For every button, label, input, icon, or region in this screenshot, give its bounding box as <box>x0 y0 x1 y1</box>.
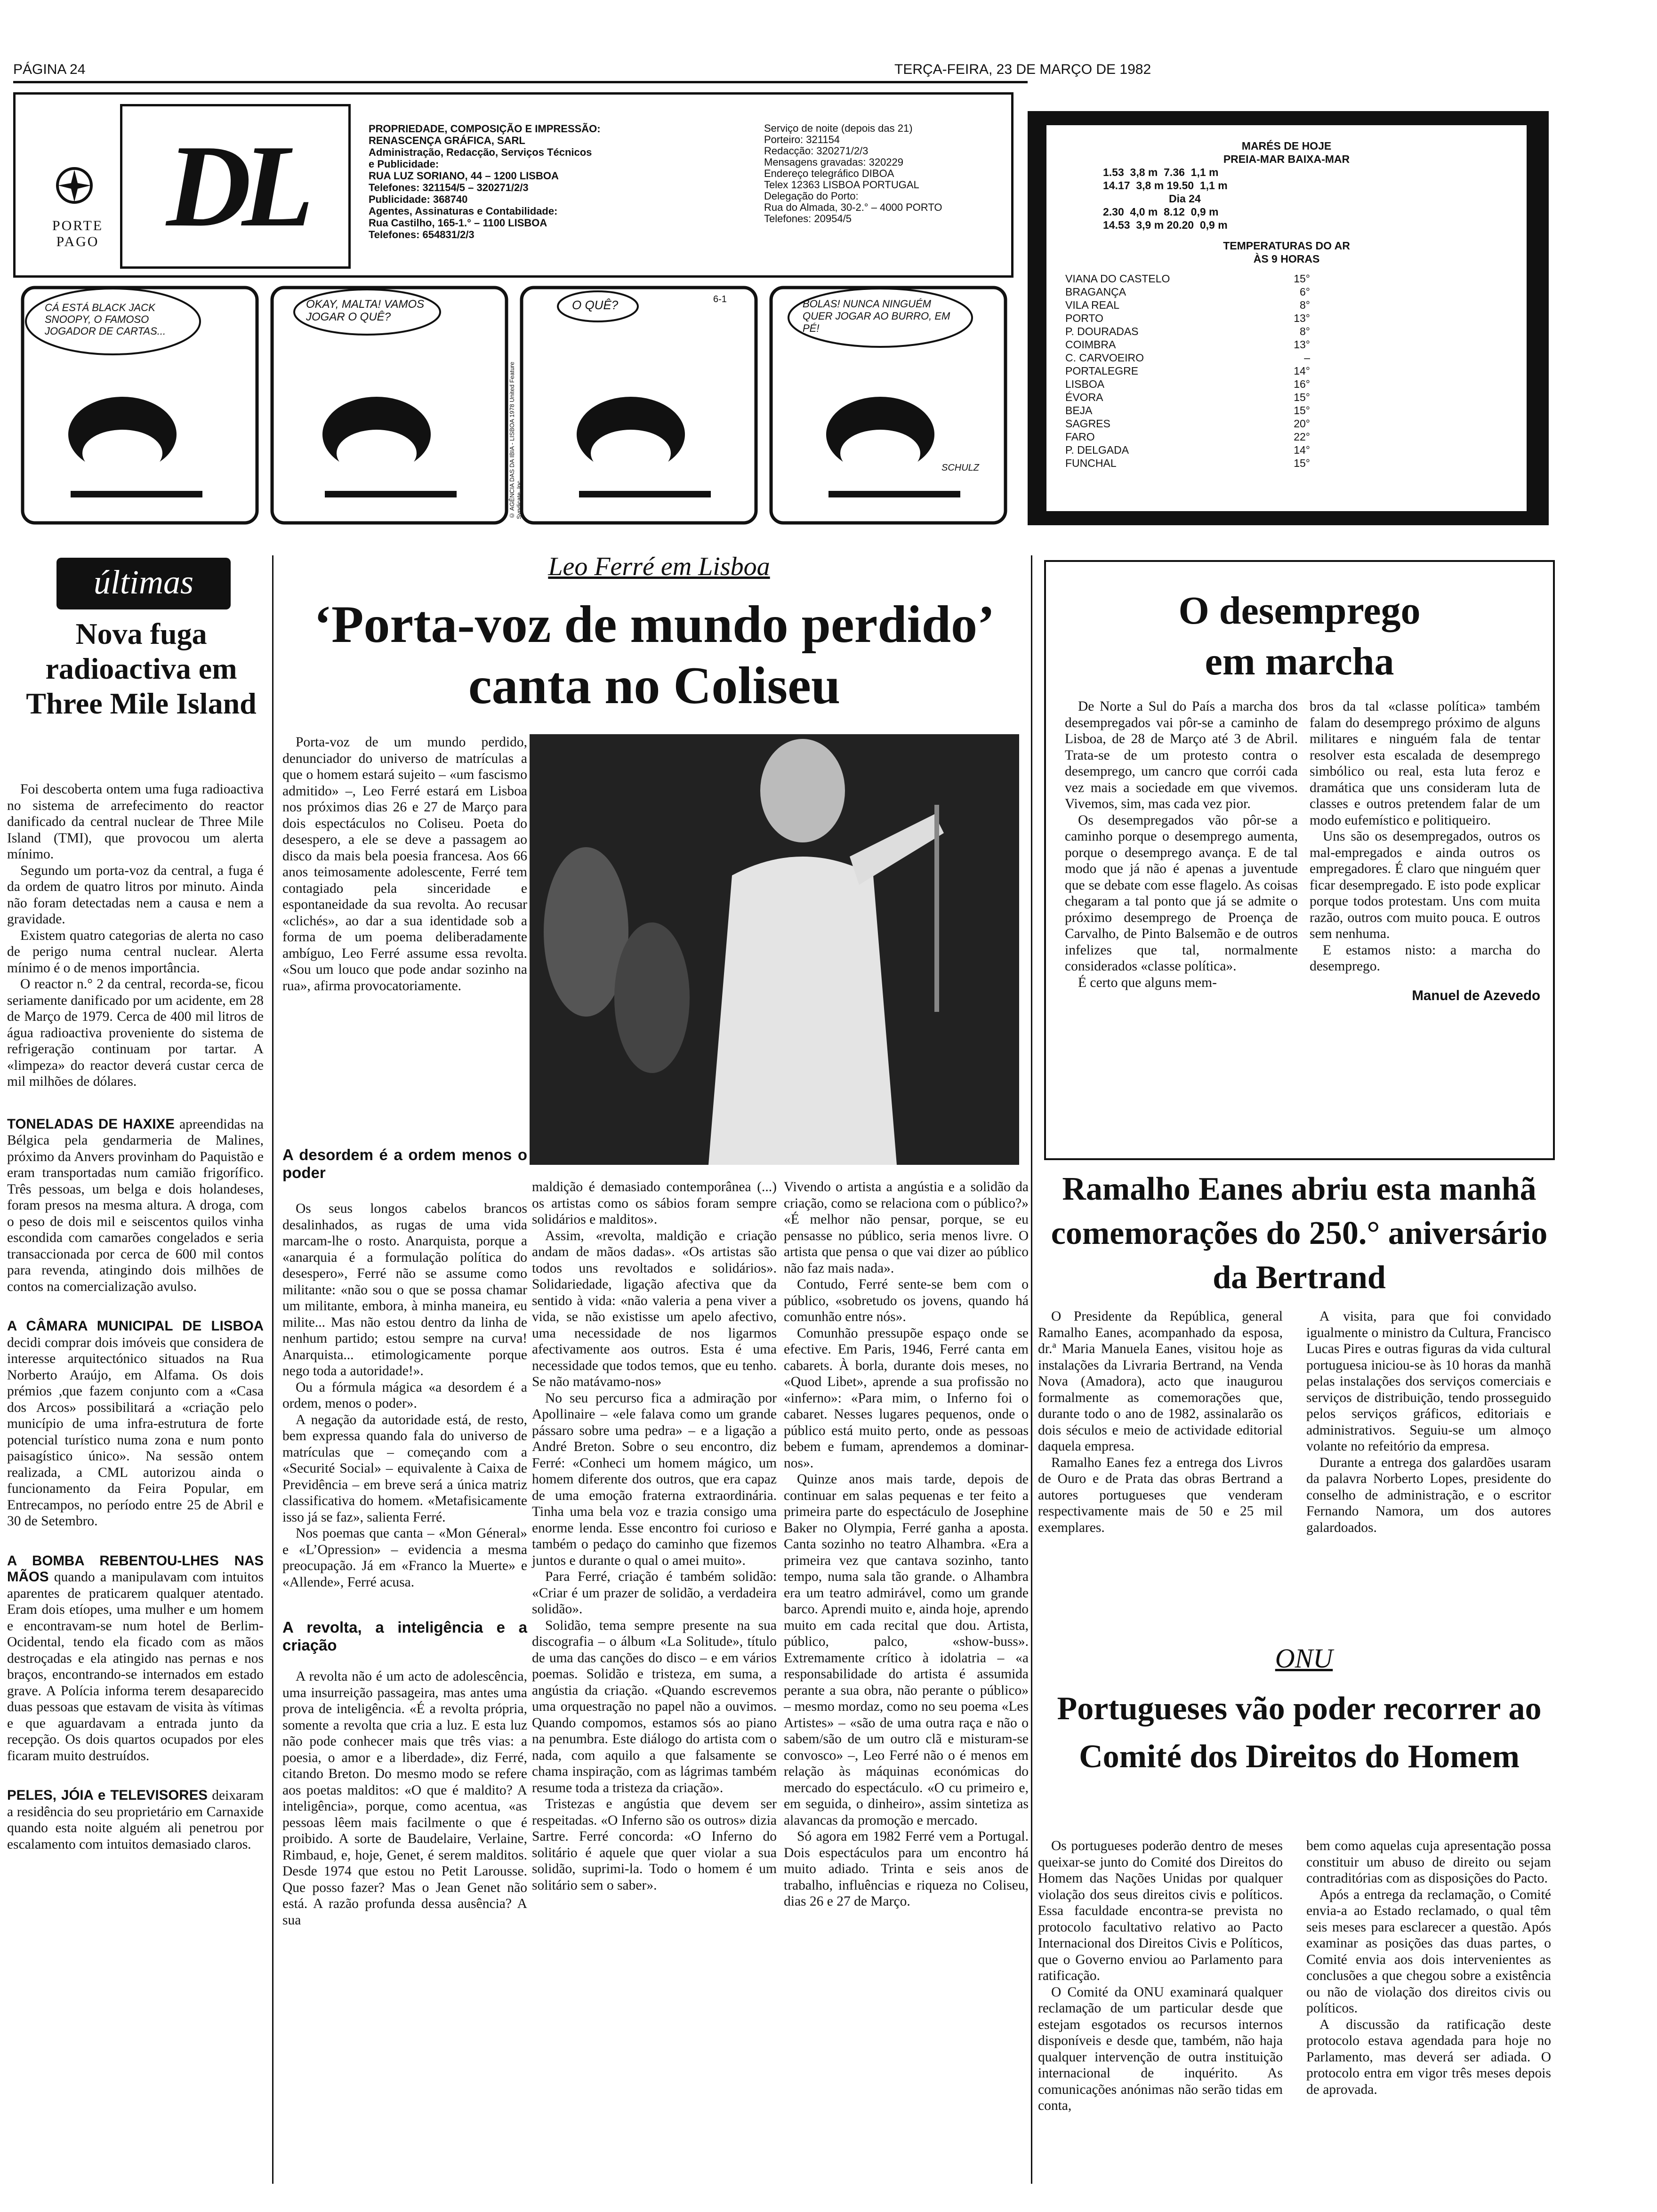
temps-title: TEMPERATURAS DO AR ÀS 9 HORAS <box>1223 240 1350 265</box>
ferre-headline: ‘Porta-voz de mundo perdido’ canta no Coliseu <box>314 595 995 715</box>
temp-value: 15° <box>1294 404 1310 417</box>
ferre-paragraph: maldição é demasiado contemporânea (...) os artistas como os sábios foram sempre solidários e malditos». <box>532 1179 777 1227</box>
onu-paragraph: bem como aquelas cuja apresentação possa constituir um abuso de direito ou sejam contraditórias com as disposições do Pacto. <box>1306 1838 1551 1886</box>
temp-city: FARO <box>1065 431 1095 443</box>
onu-kicker: ONU <box>1275 1643 1333 1674</box>
ferre-paragraph: A revolta não é um acto de adolescência, uma insurreição passageira, mas antes uma prova de inteligência. «É a revolta própria, somente a revolta que cria a luz. E esta luz não pode conhecer mais que três vias: a poesia, o amor e a liberdade», diz Ferré, citando Breton. Do mesmo modo se refere aos poetas malditos: «O que é maldito? A inteligência», porque, como acentua, «as pessoas lêem mais facilmente o que é proibido. A sorte de Baudelaire, Verlaine, Rimbaud, e, hoje, Genet, é serem malditos. Desde 1974 que estou no Petit Larousse. Que posso fazer? Mas o Jean Genet não está. A razão profunda dessa ausência? A sua <box>282 1669 527 1928</box>
temp-row <box>1065 417 1310 430</box>
dl-logo: DL <box>166 121 305 251</box>
onu-paragraph: A discussão da ratificação deste protocolo estava agendada para hoje no Parlamento, mas deverá ser adiada. O protocolo entra em vigor três meses depois de aprovada. <box>1306 2017 1551 2097</box>
ferre-paragraph: Solidão, tema sempre presente na sua discografia – o álbum «La Solitude», título de uma das canções do disco – e em vários poemas. Solidão e tristeza, em suma, a angústia da criação. «Quando escrevemos uma orquestração no papel não a ouvimos. Quando compomos, estamos sós ao piano na penumbra. Este diálogo do artista com o nada, com aquilo a que falsamente se chama inspiração, com as lágrimas também resume toda a tristeza da criação». <box>532 1618 777 1795</box>
tide-row: 14.53 3,9 m 20.20 0,9 m <box>1103 219 1228 231</box>
ferre-paragraph: Quinze anos mais tarde, depois de continuar em salas pequenas e ter feito a primeira parte do espectáculo de Josephine Baker no Olympia, Ferré ganha a aposta. Canta sozinho no teatro Alhambra. «Era a primeira vez que cantava sozinho, tanto tempo, numa sala tão grande. o Alhambra era um teatro admirável, como um grande barco. Aprendi muito e, ainda hoje, aprendo muito em cada recital que dou. Artista, público, palco, «show-buss». Extremamente crítico à idolatria – «a responsabilidade do artista é assumida perante a sua obra, não perante o público» – mesmo mordaz, como no seu poema «Les Artistes» – «são de uma outra raça e não o sabem/são de um outro clã e misturam-se convosco» –, Leo Ferré não o é menos em relação às máquinas económicas do mercado do espectáculo. «O cu primeiro e, em seguida, o dinheiro», assim sintetiza as alavancas da promoção e mercado. <box>784 1472 1029 1828</box>
bertrand-paragraph: A visita, para que foi convidado igualmente o ministro da Cultura, Francisco Lucas Pires e outras figuras da vida cultural portuguesa iniciou-se às 10 horas da manhã pelas instalações dos serviços comerciais e serviços de distribuição, tendo prosseguido pelos serviços gráficos, editoriais e administrativos. Seguiu-se um almoço volante no refeitório da empresa. <box>1306 1309 1551 1454</box>
column-rule <box>272 555 273 2184</box>
desemprego-column-1 <box>1065 698 1298 1131</box>
comic-balloon-1: CÁ ESTÁ BLACK JACK SNOOPY, O FAMOSO JOGADOR DE CARTAS... <box>45 302 166 337</box>
tide-day: Dia 24 <box>1169 192 1201 205</box>
temp-row <box>1065 391 1310 404</box>
weather-panel <box>1028 111 1549 525</box>
temp-city: COIMBRA <box>1065 338 1116 351</box>
temp-value: 6° <box>1300 286 1310 298</box>
temp-city: P. DELGADA <box>1065 444 1129 456</box>
ultimas-headline: Nova fuga radioactiva em Three Mile Island <box>26 617 257 720</box>
brief-lead: TONELADAS DE HAXIXE <box>7 1116 175 1132</box>
ferre-subhead: A desordem é a ordem menos o poder <box>282 1146 527 1181</box>
temp-value: 22° <box>1294 431 1310 443</box>
ferre-photo <box>530 734 1019 1165</box>
ferre-subhead: A revolta, a inteligência e a criação <box>282 1619 527 1654</box>
page-date: TERÇA-FEIRA, 23 DE MARÇO DE 1982 <box>894 62 1151 77</box>
ferre-paragraph: Assim, «revolta, maldição e criação andam de mãos dadas». «Os artistas são todos uns revoltados e solidários». Solidariedade, ligação afectiva que da sentido à vida: «não valeria a pena viver a vida, se não existisse um apelo afectivo, uma necessidade de nos ligarmos afectivamente aos outros. Esta é uma necessidade que todos temos, que eu tenho. Se não matávamo-nos» <box>532 1228 777 1389</box>
bertrand-paragraph: Ramalho Eanes fez a entrega dos Livros de Ouro e de Prata das obras Bertrand a autores portugueses que venderam respectivamente mais de 50 e 25 mil exemplares. <box>1038 1455 1283 1535</box>
ultimas-paragraph: Segundo um porta-voz da central, a fuga é da ordem de quatro litros por minuto. Ainda não foram detectadas nem a causa e nem a gravidade. <box>7 863 264 927</box>
temp-value: 15° <box>1294 391 1310 403</box>
desemprego-box <box>1044 560 1555 1160</box>
temp-city: LISBOA <box>1065 378 1105 390</box>
ferre-paragraph: Só agora em 1982 Ferré vem a Portugal. Dois espectáculos para um encontro há muito adiado. Trinta e seis anos de trabalho, influências e riqueza no Coliseu, dias 26 e 27 de Março. <box>784 1829 1029 1909</box>
ultimas-banner <box>56 558 231 609</box>
temp-city: ÉVORA <box>1065 391 1103 403</box>
temp-row <box>1065 443 1310 457</box>
brief-lead: A BOMBA REBENTOU-LHES NAS MÃOS <box>7 1553 264 1585</box>
page-number: PÁGINA 24 <box>13 62 86 77</box>
temp-value: 15° <box>1294 272 1310 285</box>
temp-row <box>1065 457 1310 470</box>
temp-value: 8° <box>1300 325 1310 337</box>
tides-title: MARÉS DE HOJE <box>1241 140 1332 152</box>
onu-column-1 <box>1038 1838 1283 2186</box>
temp-value: 14° <box>1294 365 1310 377</box>
comic-signature: SCHULZ <box>941 463 980 473</box>
temp-row <box>1065 312 1310 325</box>
temp-value: 8° <box>1300 299 1310 311</box>
temp-city: C. CARVOEIRO <box>1065 352 1144 364</box>
ferre-paragraph: Comunhão pressupõe espaço onde se efective. Em Paris, 1946, Ferré canta em cabarets. À borla, durante dois meses, no «Quod Libet», aprende a sua profissão no «inferno»: «Para mim, o Inferno foi o cabaret. Nesses lugares pequenos, onde o público está muito perto, onde as pessoas bebem e fumam, aprendemos a dominar-nos». <box>784 1325 1029 1471</box>
temp-value: 13° <box>1294 312 1310 324</box>
desemprego-paragraph: De Norte a Sul do País a marcha dos desempregados vai pôr-se a caminho de Lisboa, de 28 de Março até 3 de Abril. Trata-se de um protesto contra o desemprego, um cancro que corrói cada vez mais a sociedade em que vivemos. Vivemos, sim, mas cada vez pior. <box>1065 699 1298 811</box>
temp-row <box>1065 377 1310 391</box>
ferre-paragraph: Porta-voz de um mundo perdido, denunciador do universo de matrículas a que o homem estará sujeito – «um fascismo admitido» –, Leo Ferré estará em Lisboa nos próximos dias 26 e 27 de Março para dois espectáculos no Coliseu. Poeta do desespero, a ele se deve a passagem ao disco da mais bela poesia francesa. Aos 66 anos teimosamente adolescente, Ferré tem contagiado pela sinceridade e espontaneidade da sua revolta. Ao recusar «clichés», ao dar a sua identidade sob a forma de um poema deliberadamente ambíguo, Leo Ferré assume essa revolta. «Sou um louco que pode andar sozinho na rua», afirma provocatoriamente. <box>282 735 527 994</box>
tide-row: 14.17 3,8 m 19.50 1,1 m <box>1103 179 1228 192</box>
service-info: Serviço de noite (depois das 21) Porteiro: 321154 Redacção: 320271/2/3 Mensagens gravadas: 320229 Endereço telegráfico DIBOA Telex 12363 LISBOA PORTUGAL Delegação do Porto: Rua do Almada, 30-2.° – 4000 PORTO Telefones: 20954/5 <box>764 122 942 224</box>
tide-row: 1.53 3,8 m 7.36 1,1 m <box>1103 166 1219 178</box>
ferre-paragraph: Vivendo o artista a angústia e a solidão da criação, como se relaciona com o público?» «É melhor não pensar, porque, se eu pensasse no público, seria menos livre. O artista que pensa o que vai dizer ao público não faz mais nada». <box>784 1179 1029 1276</box>
desemprego-paragraph: É certo que alguns mem- <box>1078 975 1217 990</box>
ultimas-paragraph: Foi descoberta ontem uma fuga radioactiva no sistema de arrefecimento do reactor danificado da central nuclear de Three Mile Island (TMI), que provocou um alerta mínimo. <box>7 782 264 862</box>
temp-value: 13° <box>1294 338 1310 351</box>
temp-row <box>1065 325 1310 338</box>
ferre-paragraph: Para Ferré, criação é também solidão: «Criar é um prazer de solidão, a verdadeira solidão». <box>532 1569 777 1617</box>
tide-row: 2.30 4,0 m 8.12 0,9 m <box>1103 206 1219 218</box>
temp-city: VILA REAL <box>1065 299 1120 311</box>
ultimas-paragraph: Existem quatro categorias de alerta no caso de perigo numa central nuclear. Alerta mínimo é o de menos importância. <box>7 928 264 976</box>
comic-balloon-2: OKAY, MALTA! VAMOS JOGAR O QUÊ? <box>306 298 425 323</box>
onu-paragraph: Após a entrega da reclamação, o Comité envia-a ao Estado reclamado, o qual têm seis meses para esclarecer a questão. Após examinar as posições das duas partes, o Comité envia aos dois intervenientes as conclusões a que chegou sobre a existência ou não de violação dos direitos civis ou políticos. <box>1306 1887 1551 2016</box>
comic-date-code: 6-1 <box>713 294 727 305</box>
ferre-paragraph: Ou a fórmula mágica «a desordem é a ordem, menos o poder». <box>282 1379 527 1411</box>
ferre-intro <box>282 734 527 1177</box>
comic-balloon-4: BOLAS! NUNCA NINGUÉM QUER JOGAR AO BURRO, EM PÉ! <box>803 298 950 334</box>
ultimas-label: últimas <box>93 563 194 601</box>
ferre-column-3 <box>784 1179 1029 2184</box>
temp-value: 14° <box>1294 444 1310 456</box>
brief-text: decidi comprar dois imóveis que considera de interesse arquitectónico situados na Rua Norberto Araújo, em Alfama. Os dois prémios ,que fazem conjunto com a «Casa dos Arcos» possibilitará a «criação pelo município de uma infra-estrutura de forte potencial turístico numa zona e num ponto paisagístico único». Na sessão ontem realizada, a CML autorizou ainda o funcionamento da Feira Popular, em Entrecampos, no período entre 25 de Abril e 30 de Setembro. <box>7 1335 264 1529</box>
comic-strip <box>19 284 1016 526</box>
temp-row <box>1065 298 1310 312</box>
temp-row <box>1065 404 1310 417</box>
temp-row <box>1065 364 1310 377</box>
comic-credit: © AGÊNCIA DAS DA IBIA - LISBOA 1978 United Feature Syndicate, Inc <box>508 361 523 519</box>
desemprego-column-2 <box>1310 698 1540 1131</box>
desemprego-paragraph: E estamos nisto: a marcha do desemprego. <box>1310 942 1540 974</box>
ferre-paragraph: Os seus longos cabelos brancos desalinhados, as rugas de uma vida marcam-lhe o rosto. Anarquista, porque a «anarquia é a formulação política do desespero», Ferré não se assume como militante: «não sou o que se possa chamar um militante, embora, à minha maneira, eu milite... Mas não estou dentro da linha de nenhum partido; estou sempre na curva! Anarquista... etimologicamente porque nego toda a autoridade!». <box>282 1201 527 1378</box>
ferre-paragraph: No seu percurso fica a admiração por Apollinaire – «ele falava como um grande pássaro sobre uma pedra» – e a ligação a André Breton. Sobre o seu encontro, diz Ferré: «Conheci um homem mágico, um homem diferente dos outros, que era capaz de uma emoção fraterna extraordinária. Tinha uma bela voz e trazia consigo uma enorme lenda. Esse encontro foi curioso e também o pedaço do caminho que fizemos juntos e durante o qual o amei muito». <box>532 1390 777 1568</box>
bertrand-paragraph: Durante a entrega dos galardões usaram da palavra Norberto Lopes, presidente do conselho de administração, e o escritor Fernando Namora, um dos autores galardoados. <box>1306 1455 1551 1535</box>
ultimas-column <box>7 781 264 2184</box>
bertrand-paragraph: O Presidente da República, general Ramalho Eanes, acompanhado da esposa, dr.ª Maria Manuela Eanes, visitou hoje as instalações da Livraria Bertrand, na Venda Nova (Amadora), acto que inaugurou formalmente as comemorações que, durante todo o ano de 1982, assinalarão os dois séculos e meio de actividade editorial daquela empresa. <box>1038 1309 1283 1454</box>
temp-city: FUNCHAL <box>1065 457 1117 469</box>
temp-value: 15° <box>1294 457 1310 469</box>
brief-lead: A CÂMARA MUNICIPAL DE LISBOA <box>7 1318 264 1334</box>
tides-subtitle: PREIA-MAR BAIXA-MAR <box>1223 153 1350 165</box>
comic-balloon-3: O QUÊ? <box>572 298 619 312</box>
temp-city: BRAGANÇA <box>1065 286 1126 298</box>
masthead-box <box>13 92 1014 278</box>
ferre-paragraph: Tristezas e angústia que devem ser respeitadas. «O Inferno são os outros» dizia Sartre. Ferré concorda: «O Inferno do solitário é aquele que quer violar a sua solidão, suprimi-la. Todo o homem é um solitário sem o saber». <box>532 1796 777 1893</box>
bertrand-column-1 <box>1038 1308 1283 1638</box>
temp-value: 20° <box>1294 417 1310 430</box>
temp-row <box>1065 285 1310 298</box>
ultimas-paragraph: O reactor n.° 2 da central, recorda-se, ficou seriamente danificado por um acidente, em 28 de Março de 1979. Cerca de 400 mil litros de água radioactiva proveniente do sistema de refrigeração continuam por tartar. A «limpeza» do reactor deverá custar cerca de mil milhões de dólares. <box>7 977 264 1089</box>
brief-text: deixaram a residência do seu proprietário em Carnaxide quando esta noite alguém ali penetrou por escalamento com intuitos demasiado claros. <box>7 1788 264 1852</box>
temp-row <box>1065 338 1310 351</box>
onu-column-2 <box>1306 1838 1551 2186</box>
temp-city: BEJA <box>1065 404 1093 417</box>
brief-text: apreendidas na Bélgica pela gendarmeria de Malines, próximo da Anvers provinham do Paquistão e eram transportadas num camião frigorífico. Três pessoas, um belga e dois holandeses, foram presos na mesma altura. A droga, com o peso de dois mil e seiscentos quilos vinha escondida com camarões congelados e seria transaccionada por cerca de 600 mil contos para revenda, atingindo dois milhões de contos na comercialização avulso. <box>7 1116 264 1294</box>
top-rule <box>13 81 1028 83</box>
temp-value: – <box>1304 352 1310 364</box>
desemprego-headline: O desemprego em marcha <box>1178 589 1421 683</box>
temp-row <box>1065 272 1310 285</box>
onu-headline: Portugueses vão poder recorrer ao Comité dos Direitos do Homem <box>1057 1691 1542 1775</box>
ferre-kicker: Leo Ferré em Lisboa <box>548 552 770 581</box>
temp-city: P. DOURADAS <box>1065 325 1139 337</box>
temp-row <box>1065 351 1310 364</box>
ferre-paragraph: Contudo, Ferré sente-se bem com o público, «sobretudo os jovens, quando há comunhão entre nós». <box>784 1277 1029 1324</box>
brief-text: quando a manipulavam com intuitos aparentes de praticarem qualquer atentado. Eram dois etíopes, uma mulher e um homem e encontravam-se num hotel de Berlim-Ocidental, tendo ela ficado com as mãos destroçadas e ela atingido nas pernas e nos braços, encontrando-se internados em estado grave. A Polícia informa terem desaparecido duas pessoas que estavam de visita às vítimas e que aguardavam a entrada junto da recepção. Os dois quartos ocupados por eles ficaram muito destruídos. <box>7 1570 264 1763</box>
temp-city: SAGRES <box>1065 417 1110 430</box>
ferre-paragraph: A negação da autoridade está, de resto, bem expressa quando fala do universo de matrículas que – começando com a «Securité Social» – equivalente à Caixa de Previdência – em breve será a única matriz classificativa do homem. «Metafisicamente isso já se faz», salienta Ferré. <box>282 1412 527 1525</box>
temp-city: VIANA DO CASTELO <box>1065 272 1170 285</box>
temp-city: PORTO <box>1065 312 1103 324</box>
logo-box <box>120 104 351 269</box>
desemprego-paragraph: bros da tal «classe política» também falam do desemprego próximo de alguns militares e ninguém fala de tentar resolver esta escalada de desemprego simbólico ou real, esta luta feroz e dramática que uns consideram luta de classes e outros pretendem falar de um modo eufemístico e politiqueiro. <box>1310 699 1540 828</box>
temp-city: PORTALEGRE <box>1065 365 1139 377</box>
bertrand-column-2 <box>1306 1308 1551 1638</box>
desemprego-author: Manuel de Azevedo <box>1412 987 1540 1003</box>
ferre-paragraph: Nos poemas que canta – «Mon Géneral» e «L’Opression» – evidencia a mesma preocupação. Já em «Franco la Muerte» e «Allende», Ferré acusa. <box>282 1526 527 1590</box>
brief-lead: PELES, JÓIA e TELEVISORES <box>7 1787 208 1803</box>
temp-row <box>1065 430 1310 443</box>
desemprego-paragraph: Uns são os desempregados, outros os mal-empregados e ainda outros os empregadores. É claro que ninguém quer ficar desempregado. E isto pode explicar porque todos protestam. Uns com muita razão, outros com muito pouca. E outros sem nenhuma. <box>1310 829 1540 941</box>
porte-pago: PORTE PAGO <box>52 218 104 249</box>
onu-paragraph: O Comité da ONU examinará qualquer reclamação de um particular desde que estejam esgotados os recursos internos disponíveis e desde que, também, não haja qualquer intervenção de outra instituição internacional de inquérito. As comunicações anónimas não serão tidas em conta, <box>1038 1984 1283 2113</box>
bertrand-headline: Ramalho Eanes abriu esta manhã comemorações do 250.° aniversário da Bertrand <box>1051 1171 1548 1296</box>
ferre-column-1 <box>282 1146 527 2181</box>
ferre-column-2 <box>532 1179 777 2184</box>
desemprego-paragraph: Os desempregados vão pôr-se a caminho porque o desemprego aumenta, porque o desemprego avança. E de tal modo que já não é apenas a juventude que se debate com esse flagelo. As coisas chegaram a tal ponto que já se admite o próximo desemprego de Proença de Carvalho, de Pinto Balsemão e de outros infelizes que tal, normalmente considerados «classe política». <box>1065 812 1298 974</box>
column-rule <box>1031 555 1032 2184</box>
onu-paragraph: Os portugueses poderão dentro de meses queixar-se junto do Comité dos Direitos do Homem das Nações Unidas por qualquer violação dos seus direitos civis e políticos. Essa faculdade encontra-se prevista no protocolo facultativo relativo ao Pacto Internacional dos Direitos Civis e Políticos, que o Governo enviou ao Parlamento para ratificação. <box>1038 1838 1283 1983</box>
owner-info: PROPRIEDADE, COMPOSIÇÃO E IMPRESSÃO: RENASCENÇA GRÁFICA, SARL Administração, Redacção, Serviços Técnicos e Publicidade: RUA LUZ SORIANO, 44 – 1200 LISBOA Telefones: 321154/5 – 320271/2/3 Publicidade: 368740 Agentes, Assinaturas e Contabilidade: Rua Castilho, 165-1.° – 1100 LISBOA Telefones: 654831/2/3 <box>369 123 601 240</box>
temps-list <box>1065 272 1310 470</box>
temp-value: 16° <box>1294 378 1310 390</box>
emblem-icon <box>53 164 96 211</box>
